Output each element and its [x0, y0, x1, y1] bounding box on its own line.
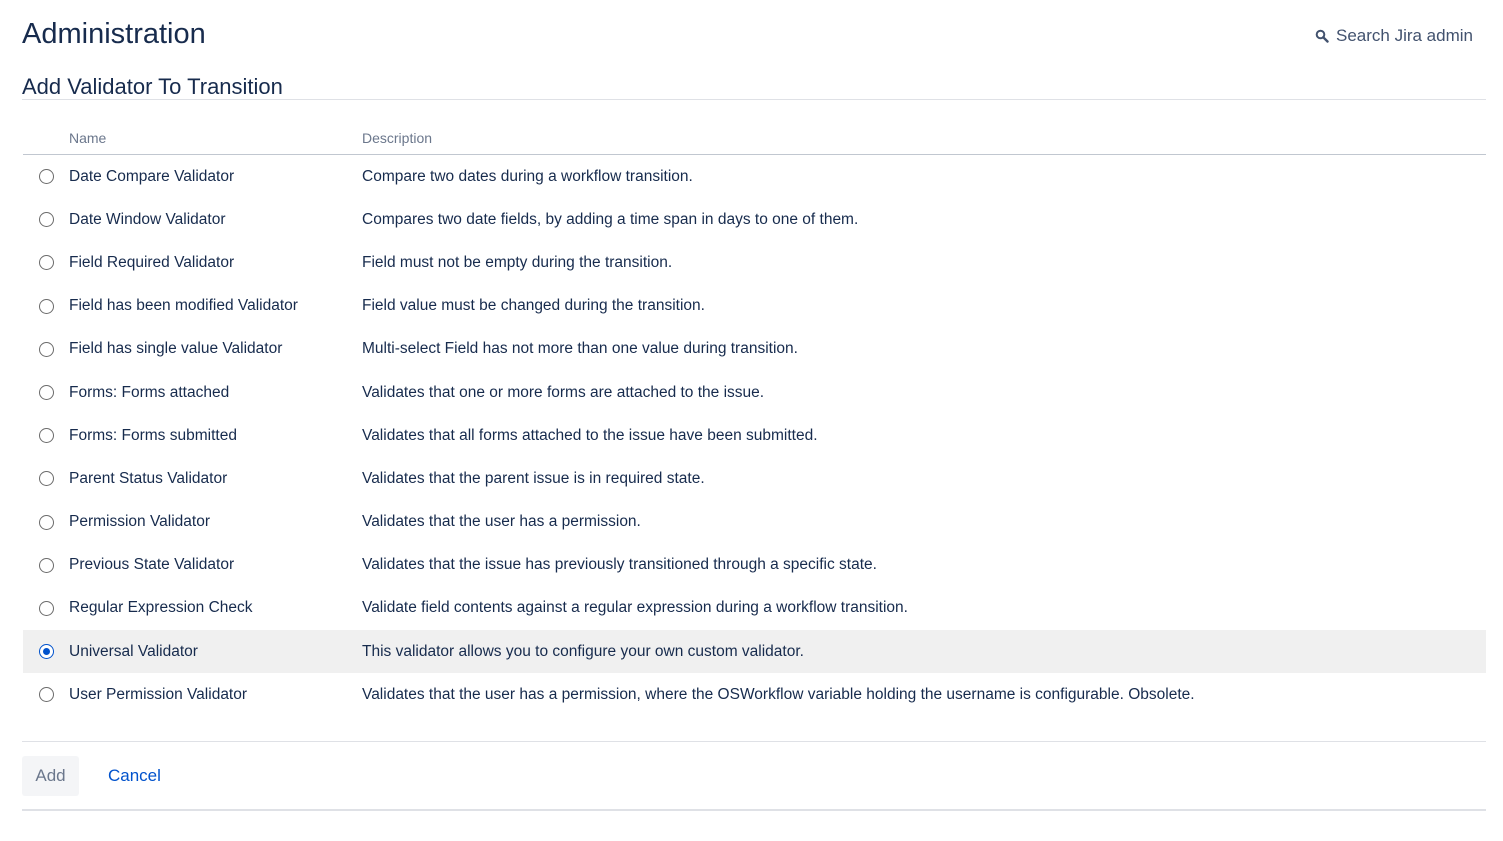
validator-description: Field value must be changed during the transition. — [362, 297, 705, 315]
validator-radio-button[interactable] — [39, 342, 54, 357]
validator-name: Field has single value Validator — [69, 340, 283, 358]
validator-radio-button[interactable] — [39, 601, 54, 616]
validator-row[interactable] — [23, 198, 1486, 241]
validator-name: Date Compare Validator — [69, 167, 235, 185]
radio-cell — [23, 328, 69, 371]
radio-cell — [23, 630, 69, 673]
validator-description: Validates that all forms attached to the issue have been submitted. — [362, 426, 818, 444]
validator-description: This validator allows you to configure your own custom validator. — [362, 630, 1486, 673]
validator-radio-button[interactable] — [39, 558, 54, 573]
radio-cell — [23, 544, 69, 587]
search-icon — [1315, 29, 1329, 43]
validator-table — [23, 122, 1486, 716]
search-jira-admin-link[interactable] — [1315, 24, 1473, 48]
validator-description: Field must not be empty during the transition. — [362, 253, 673, 271]
validator-name: Universal Validator — [69, 630, 362, 673]
radio-cell — [23, 673, 69, 716]
validator-description: Validates that the user has a permission, where the OSWorkflow variable holding the username is configurable. Obsolete. — [362, 685, 1195, 703]
radio-column-header — [23, 122, 69, 155]
validator-name: Forms: Forms submitted — [69, 426, 237, 444]
validator-description: Validate field contents against a regular expression during a workflow transition. — [362, 599, 908, 617]
validator-radio-button[interactable] — [39, 687, 54, 702]
validator-row[interactable] — [23, 457, 1486, 500]
validator-radio-button[interactable] — [39, 169, 54, 184]
validator-name: Previous State Validator — [69, 556, 235, 574]
validator-name: Date Window Validator — [69, 210, 226, 228]
validator-row[interactable] — [23, 587, 1486, 630]
validator-row[interactable] — [23, 630, 1486, 673]
radio-cell — [23, 501, 69, 544]
validator-description: Validates that the issue has previously transitioned through a specific state. — [362, 556, 877, 574]
validator-description: Validates that one or more forms are attached to the issue. — [362, 383, 765, 401]
validator-row[interactable] — [23, 241, 1486, 284]
validator-name: Regular Expression Check — [69, 599, 253, 617]
validator-name: User Permission Validator — [69, 685, 248, 703]
validator-name: Field has been modified Validator — [69, 297, 298, 315]
cancel-link[interactable]: Cancel — [108, 766, 161, 785]
validator-row[interactable] — [23, 501, 1486, 544]
section-title: Add Validator To Transition — [22, 74, 283, 99]
validator-list — [23, 155, 1486, 717]
radio-cell — [23, 285, 69, 328]
radio-cell — [23, 198, 69, 241]
validator-row[interactable] — [23, 328, 1486, 371]
validator-description: Compares two date fields, by adding a time span in days to one of them. — [362, 210, 859, 228]
validator-radio-button[interactable] — [39, 385, 54, 400]
search-label: Search Jira admin — [1335, 26, 1473, 45]
add-button[interactable]: Add — [22, 756, 79, 796]
validator-description: Validates that the parent issue is in required state. — [362, 469, 705, 487]
radio-cell — [23, 457, 69, 500]
radio-cell — [23, 241, 69, 284]
validator-description: Validates that the user has a permission. — [362, 513, 641, 531]
validator-row[interactable] — [23, 673, 1486, 716]
validator-name: Permission Validator — [69, 513, 210, 531]
validator-row[interactable] — [23, 371, 1486, 414]
validator-row[interactable] — [23, 544, 1486, 587]
validator-radio-button[interactable] — [39, 255, 54, 270]
validator-description: Compare two dates during a workflow transition. — [362, 167, 693, 185]
page-title: Administration — [22, 18, 206, 50]
validator-radio-button[interactable] — [39, 212, 54, 227]
radio-cell — [23, 155, 69, 199]
validator-row[interactable] — [23, 155, 1486, 199]
validator-radio-button[interactable] — [39, 471, 54, 486]
validator-radio-button[interactable] — [39, 428, 54, 443]
radio-cell — [23, 414, 69, 457]
validator-radio-button[interactable] — [39, 644, 54, 659]
description-column-header: Description — [362, 122, 1486, 155]
name-column-header: Name — [69, 122, 362, 155]
validator-radio-button[interactable] — [39, 299, 54, 314]
table-header-row — [23, 122, 1486, 155]
validator-name: Parent Status Validator — [69, 469, 228, 487]
validator-radio-button[interactable] — [39, 515, 54, 530]
radio-cell — [23, 587, 69, 630]
validator-row[interactable] — [23, 285, 1486, 328]
title-divider — [22, 99, 1486, 100]
form-divider — [22, 741, 1486, 742]
validator-name: Forms: Forms attached — [69, 383, 230, 401]
radio-cell — [23, 371, 69, 414]
validator-description: Multi-select Field has not more than one value during transition. — [362, 340, 798, 358]
footer-divider — [22, 809, 1486, 811]
validator-row[interactable] — [23, 414, 1486, 457]
validator-name: Field Required Validator — [69, 253, 235, 271]
